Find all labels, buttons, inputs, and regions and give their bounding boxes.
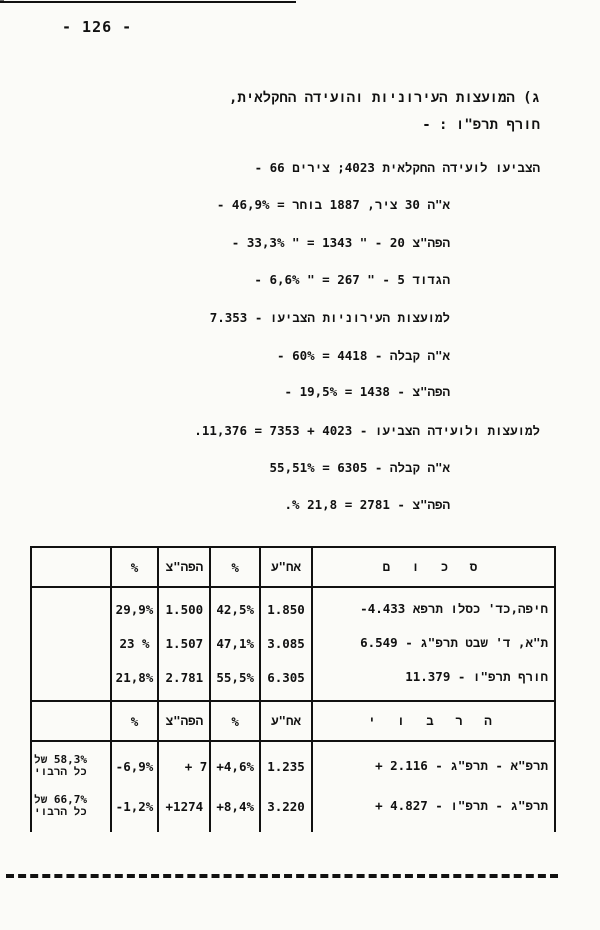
header-cell: % <box>111 547 159 587</box>
table-cell: 1.507 <box>158 626 210 660</box>
table-bottom-rule <box>6 874 558 878</box>
note-line: 66,7% של <box>34 793 87 806</box>
table-cell: -1,2% <box>111 786 159 826</box>
subtitle-underline <box>0 1 296 3</box>
note-line: 58,3% של <box>34 753 87 766</box>
table-cell: 23 % <box>111 626 159 660</box>
header-cell <box>31 701 111 741</box>
table-cell: 6.305 <box>260 660 312 694</box>
table-cell: 42,5% <box>210 592 260 626</box>
table-cell <box>31 592 111 626</box>
header-cell: ס כ ו ם <box>312 547 555 587</box>
header-cell: הפה"צ <box>158 547 210 587</box>
table-cell: חורף תרפ"ו - 11.379 <box>312 660 555 694</box>
note-line: כל הרבוי <box>34 765 87 778</box>
results-line: א"ה 30 ציר, 1887 בוחר = 46,9% - <box>216 197 450 212</box>
results-line: למועצות ולועידה הצביעו - 4023 + 7353 = 11,376. <box>194 423 540 438</box>
page-number: - 126 - <box>62 18 133 36</box>
table-cell: -6,9% <box>111 746 159 786</box>
table-cell <box>31 626 111 660</box>
table-cell: +4,6% <box>210 746 260 786</box>
table-cell: 3.085 <box>260 626 312 660</box>
table-cell: 2.781 <box>158 660 210 694</box>
table-row <box>31 746 555 786</box>
results-line: הפה"צ - 2781 = 21,8 %. <box>284 497 450 512</box>
header-cell: אח"ע <box>260 547 312 587</box>
header-cell: הפה"צ <box>158 701 210 741</box>
table-cell-note <box>31 746 111 786</box>
section-subtitle: חורף תרפ"ו : - <box>422 117 540 133</box>
header-cell: % <box>210 701 260 741</box>
table-cell: 1.850 <box>260 592 312 626</box>
table-cell: 1.500 <box>158 592 210 626</box>
table-cell: 1.235 <box>260 746 312 786</box>
results-table <box>30 546 556 832</box>
table-row <box>31 786 555 826</box>
results-line: א"ה קבלה - 6305 = 55,51% <box>269 460 450 475</box>
results-line: הפה"צ - 1438 = 19,5% - <box>284 384 450 399</box>
results-line: למועצות העירוניות הצביעו - 7.353 <box>209 310 450 325</box>
header-cell: ה ר ב ו י <box>312 701 555 741</box>
table-cell: +8,4% <box>210 786 260 826</box>
header-cell: % <box>111 701 159 741</box>
table-cell-note <box>31 786 111 826</box>
header-cell <box>31 547 111 587</box>
header-cell: אח"ע <box>260 701 312 741</box>
table-cell: 21,8% <box>111 660 159 694</box>
results-line: הפה"צ 20 - " 1343 = " 33,3% - <box>231 235 450 250</box>
table-cell: 47,1% <box>210 626 260 660</box>
table-header <box>31 701 555 741</box>
results-line: א"ה קבלה - 4418 = 60% - <box>277 348 450 363</box>
table-cell: תרפ"ג - תרפ"ו - 4.827 + <box>312 786 555 826</box>
table-cell: 3.220 <box>260 786 312 826</box>
results-line: הגדוד 5 - " 267 = " 6,6% - <box>254 272 450 287</box>
table-cell: 29,9% <box>111 592 159 626</box>
header-cell: % <box>210 547 260 587</box>
section-title: ג) המועצות העירוניות והועידה החקלאית, <box>228 90 540 106</box>
results-line: הצביעו לועידה החקלאית 4023; צירים 66 - <box>254 160 540 175</box>
table-cell: חיפה,כד' כסלו תרפא 4.433- <box>312 592 555 626</box>
table-cell: 55,5% <box>210 660 260 694</box>
table-header <box>31 547 555 587</box>
table-cell: ת"א, ד' שבט תרפ"ג - 6.549 <box>312 626 555 660</box>
table-cell: +1274 <box>158 786 210 826</box>
table-row <box>31 626 555 660</box>
table-row <box>31 592 555 626</box>
table-cell: תרפ"א - תרפ"ג - 2.116 + <box>312 746 555 786</box>
note-line: כל הרבוי <box>34 805 87 818</box>
table-cell: + 7 <box>158 746 210 786</box>
table-cell <box>31 660 111 694</box>
table-row <box>31 660 555 694</box>
